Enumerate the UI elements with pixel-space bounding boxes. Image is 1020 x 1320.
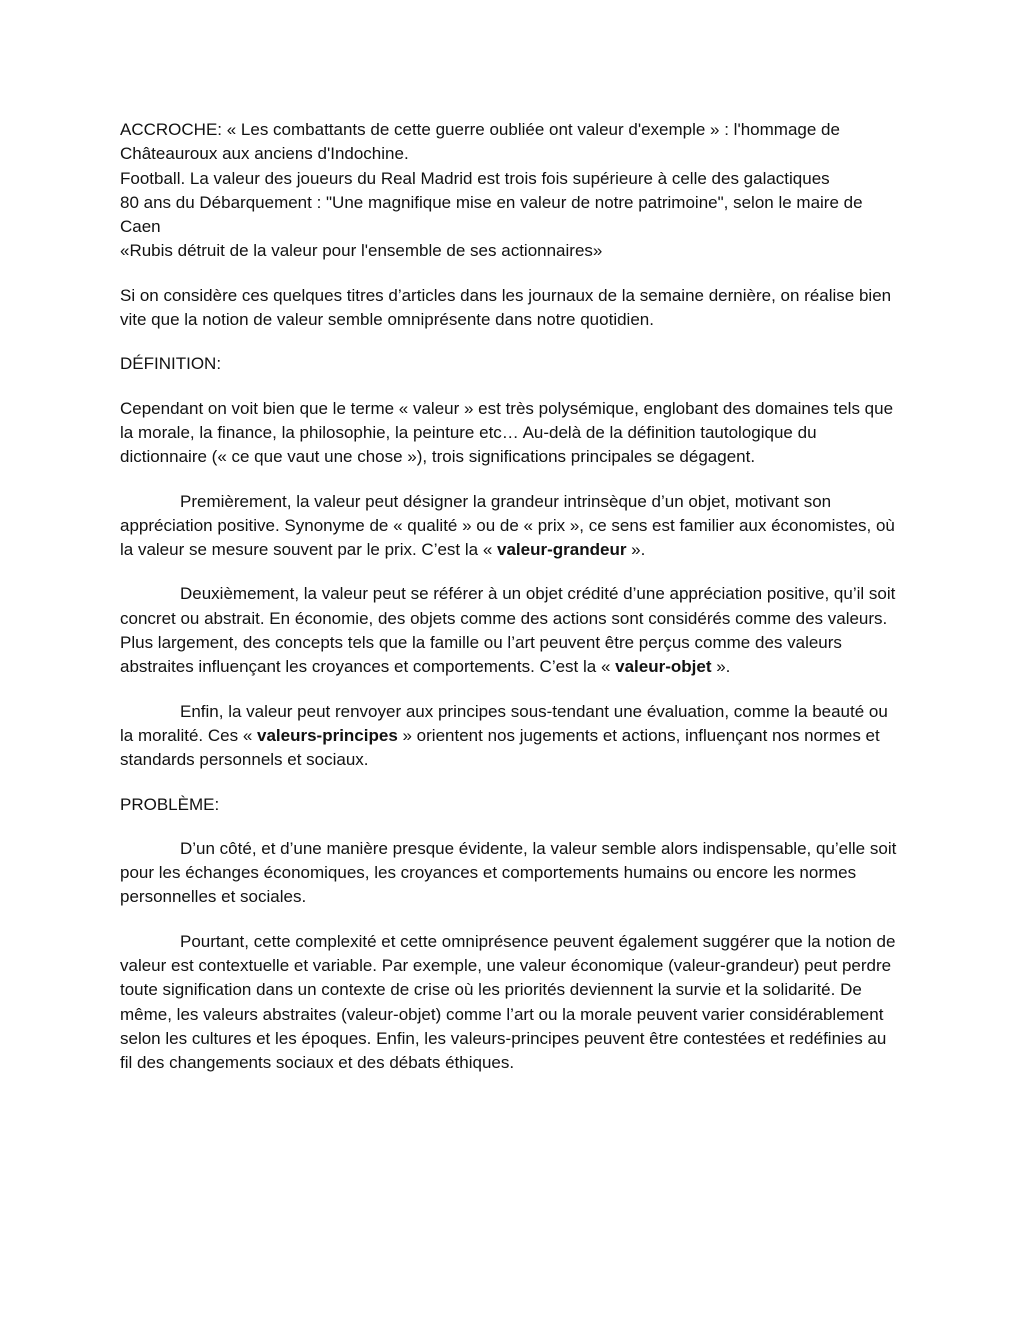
- sense-1-end: ».: [626, 540, 646, 560]
- sense-1-text: Premièrement, la valeur peut désigner la grandeur intrinsèque d’un objet, motivant son appréciation positive. Synonyme de « qualité » ou de « prix », ce sens est familier aux économistes, où la valeur se mesure souvent par le prix. C’est la «: [120, 491, 895, 560]
- sense-1-paragraph: [120, 490, 900, 563]
- definition-intro-paragraph: Cependant on voit bien que le terme « valeur » est très polysémique, englobant des domaines tels que la morale, la finance, la philosophie, la peinture etc… Au-delà de la définition tautologique du dictionnaire (« ce que vaut une chose »), trois significations principales se dégagent.: [120, 398, 894, 467]
- document-page: [120, 118, 900, 1076]
- probleme-paragraph-1: D’un côté, et d’une manière presque évidente, la valeur semble alors indispensable, qu’elle soit pour les échanges économiques, les croyances et comportements humains ou encore les normes personnelles et sociales.: [120, 838, 897, 907]
- sense-3-end: » orientent nos jugements et actions, influençant nos normes et standards personnels et sociaux.: [120, 725, 880, 770]
- sense-2-term: valeur-objet: [615, 657, 712, 677]
- accroche-headline-2: Football. La valeur des joueurs du Real Madrid est trois fois supérieure à celle des galactiques: [120, 168, 830, 188]
- definition-heading: DÉFINITION:: [120, 354, 222, 374]
- sense-3-paragraph: [120, 700, 900, 773]
- accroche-headline-1-text: « Les combattants de cette guerre oubliée ont valeur d'exemple » : l'hommage de Châteauroux aux anciens d'Indochine.: [120, 120, 840, 164]
- intro-paragraph: Si on considère ces quelques titres d’articles dans les journaux de la semaine dernière, on réalise bien vite que la notion de valeur semble omniprésente dans notre quotidien.: [120, 285, 892, 330]
- probleme-heading: PROBLÈME:: [120, 794, 220, 814]
- sense-3-text: Enfin, la valeur peut renvoyer aux principes sous-tendant une évaluation, comme la beauté ou la moralité. Ces «: [120, 701, 888, 745]
- accroche-headline-3: 80 ans du Débarquement : "Une magnifique mise en valeur de notre patrimoine", selon le maire de Caen: [120, 192, 863, 237]
- sense-2-text: Deuxièmement, la valeur peut se référer à un objet crédité d’une appréciation positive, qu’il soit concret ou abstrait. En économie, des objets comme des actions sont considérés comme des valeurs. Plus largement, des concepts tels que la famille ou l’art peuvent être perçus comme des valeurs abstraites influençant les croyances et comportements. C’est la «: [120, 584, 896, 677]
- sense-2-paragraph: [120, 582, 900, 679]
- sense-2-end: ».: [711, 657, 731, 677]
- probleme-paragraph-2: Pourtant, cette complexité et cette omniprésence peuvent également suggérer que la notion de valeur est contextuelle et variable. Par exemple, une valeur économique (valeur-grandeur) peut perdre toute signification dans un contexte de crise où les priorités deviennent la survie et la solidarité. De même, les valeurs abstraites (valeur-objet) comme l’art ou la morale peuvent varier considérablement selon les cultures et les époques. Enfin, les valeurs-principes peuvent être contestées et redéfinies au fil des changements sociaux et des débats éthiques.: [120, 931, 896, 1073]
- sense-3-term: valeurs-principes: [257, 725, 398, 745]
- sense-1-term: valeur-grandeur: [497, 540, 627, 560]
- accroche-headline-1: [120, 118, 900, 167]
- accroche-label: ACCROCHE:: [120, 120, 223, 139]
- accroche-headline-4: «Rubis détruit de la valeur pour l'ensemble de ses actionnaires»: [120, 241, 603, 261]
